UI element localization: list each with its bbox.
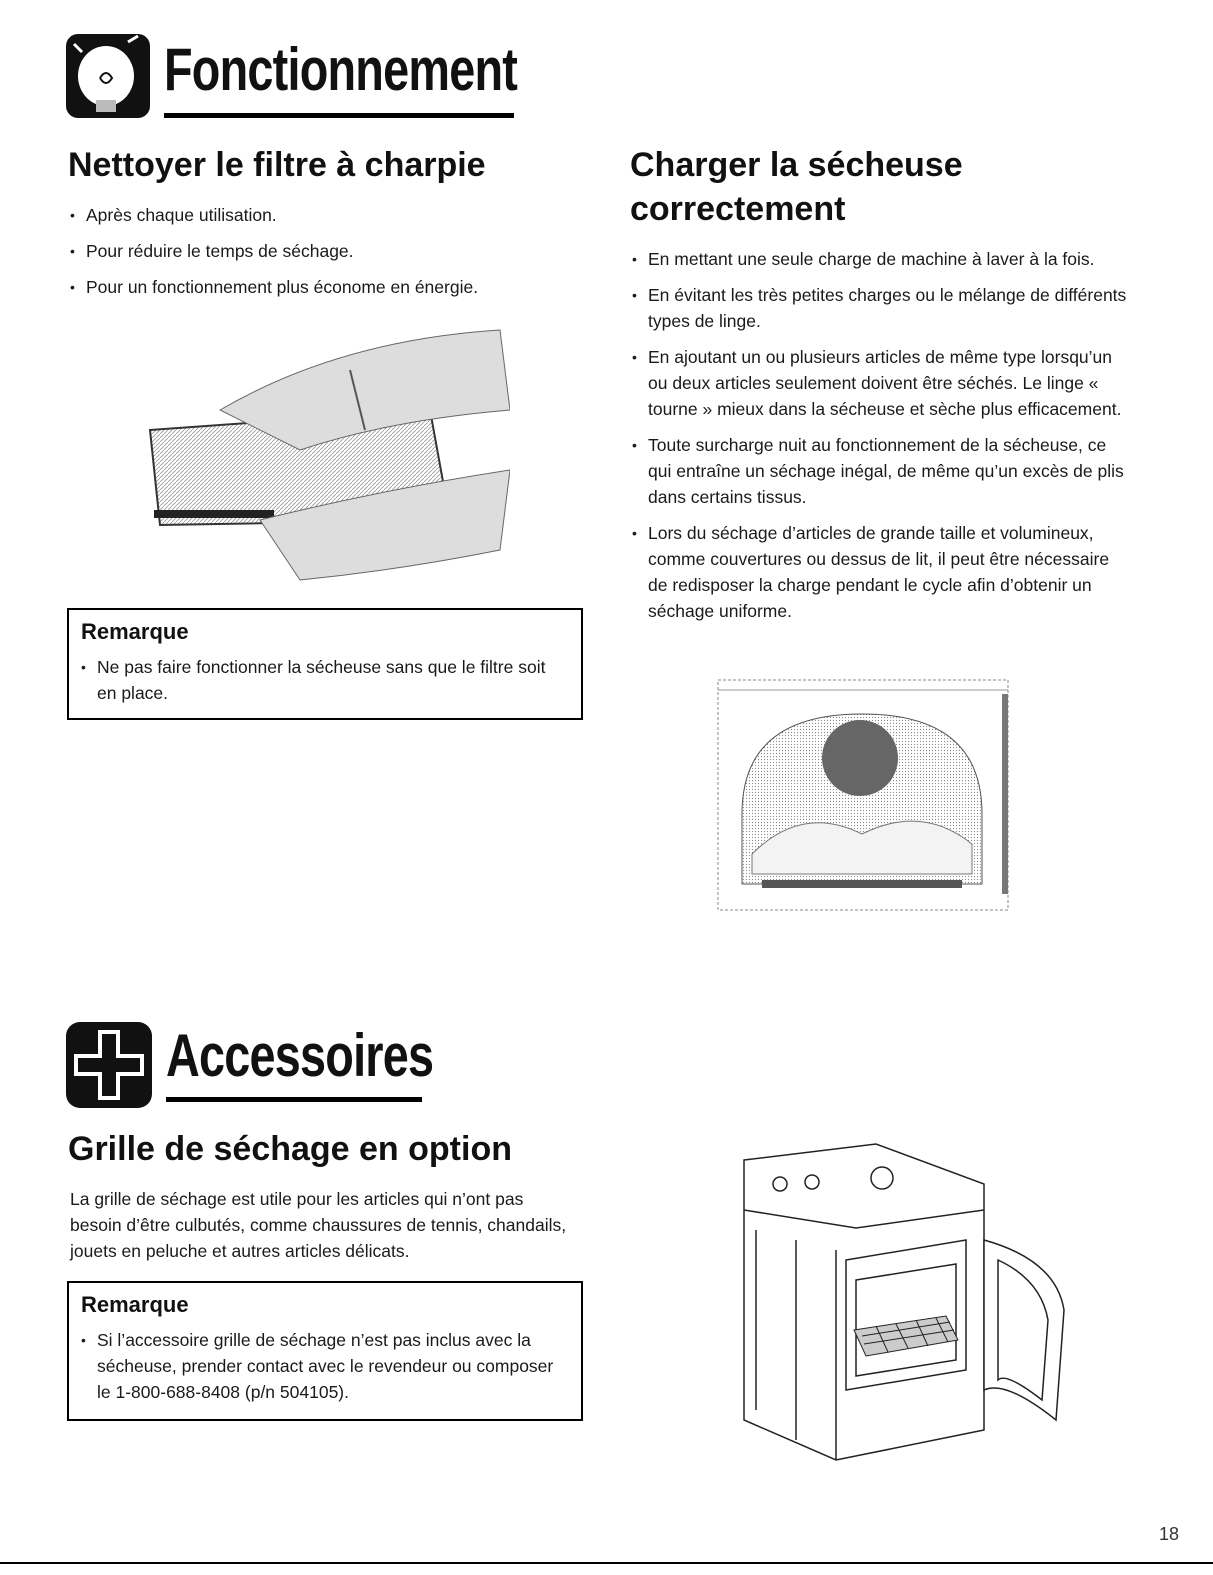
section-rule xyxy=(164,113,514,118)
list-item: • En ajoutant un ou plusieurs articles de même type lorsqu’un ou deux articles seulement doivent être séchés. Le linge « tourne » mieux dans la sécheuse et sèche plus efficacement. xyxy=(632,344,1132,422)
section-title-operation: Fonctionnement xyxy=(164,36,518,103)
list-item: • Lors du séchage d’articles de grande taille et volumineux, comme couvertures ou dessus de lit, il peut être nécessaire de redisposer la charge pendant le cycle afin d’obtenir un séchage uniforme. xyxy=(632,520,1132,624)
lint-filter-illustration xyxy=(140,310,510,590)
loading-bullets xyxy=(632,246,1132,634)
lint-filter-heading: Nettoyer le filtre à charpie xyxy=(68,146,486,184)
list-item: • Toute surcharge nuit au fonctionnement de la sécheuse, ce qui entraîne un séchage inégal, de même qu’un excès de plis dans certains tissus. xyxy=(632,432,1132,510)
list-item: • Ne pas faire fonctionner la sécheuse sans que le filtre soit en place. xyxy=(81,654,569,706)
drying-rack-heading: Grille de séchage en option xyxy=(68,1130,512,1168)
plus-icon xyxy=(66,1022,152,1108)
note-title: Remarque xyxy=(81,619,189,644)
list-item: • En mettant une seule charge de machine à laver à la fois. xyxy=(632,246,1132,272)
drying-rack-note xyxy=(67,1281,583,1421)
footer-rule xyxy=(0,1562,1213,1564)
note-title: Remarque xyxy=(81,1292,189,1317)
section-title-accessories: Accessoires xyxy=(166,1022,434,1089)
dryer-load-illustration xyxy=(712,674,1036,918)
lint-filter-note xyxy=(67,608,583,720)
lightbulb-icon xyxy=(66,34,150,118)
list-item: • Pour réduire le temps de séchage. xyxy=(70,238,570,264)
list-item: • Pour un fonctionnement plus économe en énergie. xyxy=(70,274,570,300)
page-number: 18 xyxy=(1158,1524,1179,1544)
lint-filter-bullets xyxy=(70,202,570,310)
dryer-rack-illustration xyxy=(736,1140,1072,1470)
list-item: • En évitant les très petites charges ou le mélange de différents types de linge. xyxy=(632,282,1132,334)
loading-heading-line2: correctement xyxy=(630,190,846,228)
list-item: • Si l’accessoire grille de séchage n’est pas inclus avec la sécheuse, prender contact avec le revendeur ou composer le 1-800-688-8408 (p/n 504105). xyxy=(81,1327,569,1405)
section-rule xyxy=(166,1097,422,1102)
list-item: • Après chaque utilisation. xyxy=(70,202,570,228)
loading-heading-line1: Charger la sécheuse xyxy=(630,146,963,184)
drying-rack-body: La grille de séchage est utile pour les articles qui n’ont pas besoin d’être culbutés, comme chaussures de tennis, chandails, jouets en peluche et autres articles délicats. xyxy=(70,1189,567,1261)
